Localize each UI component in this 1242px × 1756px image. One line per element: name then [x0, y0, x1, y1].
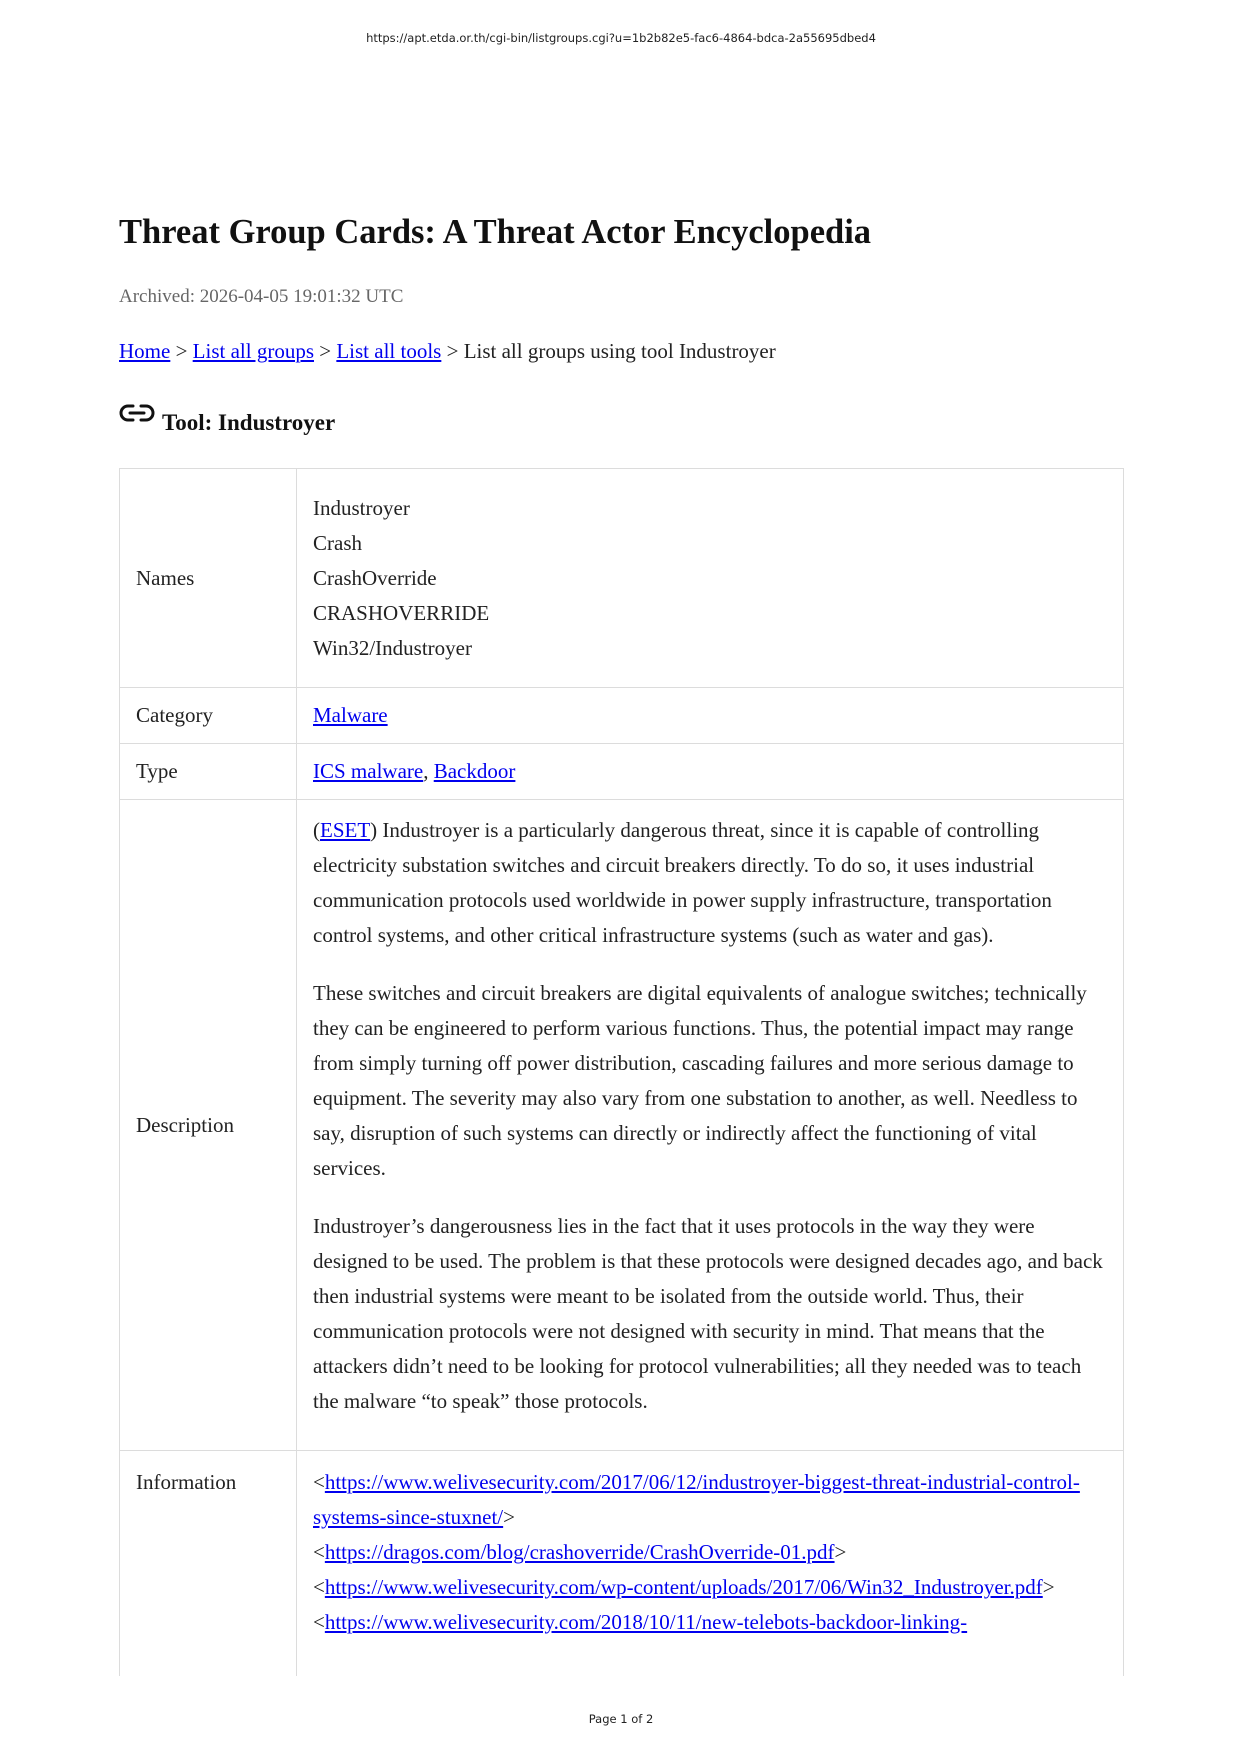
- angle-open: <: [313, 1610, 325, 1634]
- angle-close: >: [834, 1540, 847, 1564]
- paren-open: (: [313, 818, 320, 842]
- info-link[interactable]: https://www.welivesecurity.com/wp-content/uploads/2017/06/Win32_Industroyer.pdf: [324, 1575, 1043, 1599]
- table-row-type: [120, 744, 1124, 800]
- link-icon: [119, 400, 155, 426]
- name-item: Win32/Industroyer: [313, 635, 472, 660]
- description-paragraph: These switches and circuit breakers are digital equivalents of analogue switches; technically they can be engineered to perform various functions. Thus, the potential impact may range from simply turning off power distribution, cascading failures and more serious damage to equipment. The severity may also vary from one substation to another, as well. Needless to say, disruption of such systems can directly or indirectly affect the functioning of vital services.: [313, 981, 1087, 1180]
- tool-details-table: [119, 468, 1124, 1676]
- name-item: Industroyer: [313, 495, 410, 520]
- category-label: Category: [120, 688, 297, 744]
- type-label: Type: [120, 744, 297, 800]
- info-link-line: [313, 1570, 1107, 1605]
- print-header-url: https://apt.etda.or.th/cgi-bin/listgroups.cgi?u=1b2b82e5-fac6-4864-bdca-2a55695dbed4: [366, 31, 876, 45]
- type-ics-malware-link[interactable]: ICS malware: [313, 759, 424, 783]
- page-number-footer: Page 1 of 2: [588, 1712, 654, 1726]
- table-row-information: [120, 1451, 1124, 1677]
- description-text: [297, 800, 1124, 1451]
- angle-close: >: [1042, 1575, 1055, 1599]
- info-link-line: [313, 1465, 1107, 1535]
- page-title: Threat Group Cards: A Threat Actor Encyclopedia: [119, 213, 872, 251]
- information-label: Information: [120, 1451, 297, 1677]
- eset-source-link[interactable]: ESET: [320, 818, 371, 842]
- category-malware-link[interactable]: Malware: [313, 703, 388, 727]
- name-item: CRASHOVERRIDE: [313, 600, 490, 625]
- table-row-category: [120, 688, 1124, 744]
- angle-close: >: [503, 1505, 515, 1529]
- name-item: Crash: [313, 530, 362, 555]
- breadcrumb-tools-link[interactable]: List all tools: [336, 339, 442, 363]
- names-label: Names: [120, 469, 297, 688]
- info-link-line: [313, 1535, 1107, 1570]
- breadcrumb-current: List all groups using tool Industroyer: [463, 339, 776, 363]
- type-value: [297, 744, 1124, 800]
- breadcrumb-separator: >: [170, 339, 193, 363]
- category-value: [297, 688, 1124, 744]
- info-link-line: [313, 1605, 1107, 1640]
- table-row-names: [120, 469, 1124, 688]
- name-item: CrashOverride: [313, 565, 437, 590]
- description-paragraph-1-text: ) Industroyer is a particularly dangerous threat, since it is capable of controlling electricity substation switches and circuit breakers directly. To do so, it uses industrial communication protocols used worldwide in power supply infrastructure, transportation control systems, and other critical infrastructure systems (such as water and gas).: [313, 818, 1052, 947]
- angle-open: <: [313, 1470, 325, 1494]
- tool-heading-prefix: Tool:: [162, 410, 219, 435]
- breadcrumb-groups-link[interactable]: List all groups: [192, 339, 314, 363]
- archived-timestamp: Archived: 2026-04-05 19:01:32 UTC: [119, 286, 404, 307]
- breadcrumb-separator: >: [441, 339, 464, 363]
- breadcrumb: [119, 339, 776, 364]
- description-paragraph: Industroyer’s dangerousness lies in the fact that it uses protocols in the way they were designed to be used. The problem is that these protocols were designed decades ago, and back then industrial systems were meant to be isolated from the outside world. Thus, their communication protocols were not designed with security in mind. That means that the attackers didn’t need to be looking for protocol vulnerabilities; all they needed was to teach the malware “to speak” those protocols.: [313, 1214, 1103, 1413]
- type-backdoor-link[interactable]: Backdoor: [433, 759, 516, 783]
- tool-heading-title: [162, 410, 335, 436]
- information-links: [297, 1451, 1124, 1677]
- info-link[interactable]: https://dragos.com/blog/crashoverride/CrashOverride-01.pdf: [324, 1540, 835, 1564]
- info-link[interactable]: https://www.welivesecurity.com/2018/10/11/new-telebots-backdoor-linking-: [324, 1610, 968, 1634]
- angle-open: <: [313, 1575, 325, 1599]
- angle-open: <: [313, 1540, 325, 1564]
- breadcrumb-home-link[interactable]: Home: [119, 339, 171, 363]
- tool-heading-name: Industroyer: [218, 410, 336, 435]
- table-row-description: [120, 800, 1124, 1451]
- description-paragraph: [313, 813, 1107, 953]
- info-link[interactable]: https://www.welivesecurity.com/2017/06/12/industroyer-biggest-threat-industrial-control-systems-since-stuxnet/: [313, 1470, 1080, 1529]
- breadcrumb-separator: >: [314, 339, 337, 363]
- names-list: [297, 469, 1124, 688]
- description-label: Description: [120, 800, 297, 1451]
- tool-heading: [119, 398, 335, 436]
- type-separator: ,: [423, 759, 434, 783]
